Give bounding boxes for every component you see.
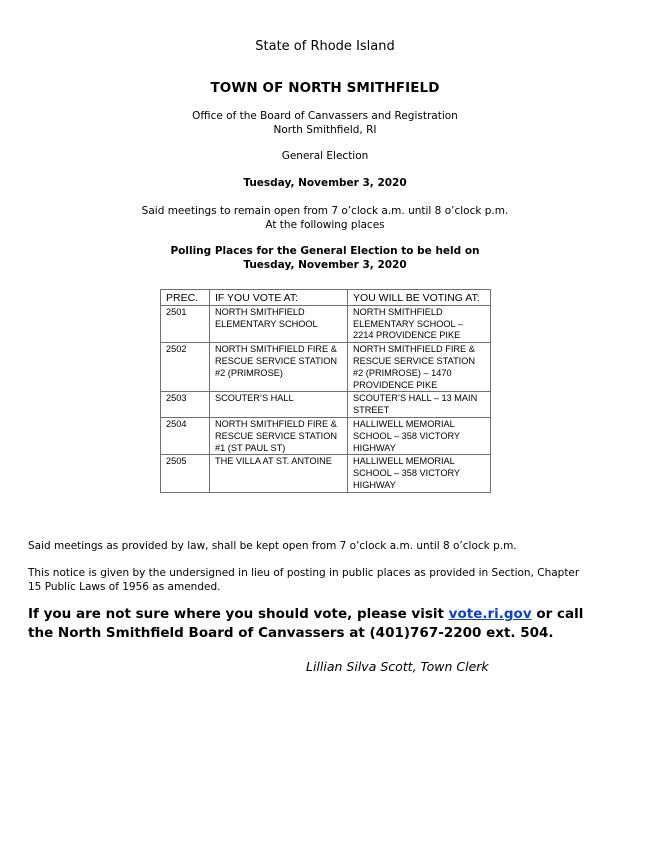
polling-heading-line1: Polling Places for the General Election to be held on bbox=[170, 245, 480, 257]
state-heading: State of Rhode Island bbox=[255, 39, 395, 54]
new-polling-place: NORTH SMITHFIELD FIRE & RESCUE SERVICE STATION #2 (PRIMROSE) – 1470 PROVIDENCE PIKE bbox=[348, 343, 491, 392]
old-polling-place: NORTH SMITHFIELD FIRE & RESCUE SERVICE STATION #1 (ST PAUL ST) bbox=[210, 417, 348, 454]
legal-notice: This notice is given by the undersigned in lieu of posting in public places as provided in Section, Chapter 15 Public Laws of 1956 as amended. bbox=[28, 567, 580, 593]
vote-ri-gov-link[interactable]: vote.ri.gov bbox=[448, 606, 532, 622]
polling-places-table bbox=[160, 289, 491, 493]
election-date: Tuesday, November 3, 2020 bbox=[243, 177, 407, 189]
hours-statement: Said meetings as provided by law, shall be kept open from 7 o’clock a.m. until 8 o’clock p.m. bbox=[28, 540, 517, 552]
new-polling-place: HALLIWELL MEMORIAL SCHOOL – 358 VICTORY HIGHWAY bbox=[348, 417, 491, 454]
new-polling-place: HALLIWELL MEMORIAL SCHOOL – 358 VICTORY HIGHWAY bbox=[348, 455, 491, 492]
hours-block bbox=[0, 204, 650, 232]
new-polling-place: SCOUTER’S HALL – 13 MAIN STREET bbox=[348, 392, 491, 418]
precinct-number: 2501 bbox=[161, 305, 210, 342]
hours-line: Said meetings to remain open from 7 o’clock a.m. until 8 o’clock p.m. bbox=[141, 205, 509, 217]
clerk-signature: Lillian Silva Scott, Town Clerk bbox=[306, 659, 489, 674]
header-prec: PREC. bbox=[161, 290, 210, 306]
old-polling-place: NORTH SMITHFIELD FIRE & RESCUE SERVICE STATION #2 (PRIMROSE) bbox=[210, 343, 348, 392]
where-to-vote-callout bbox=[28, 605, 588, 643]
places-intro: At the following places bbox=[265, 219, 385, 231]
office-location: North Smithfield, RI bbox=[273, 124, 377, 136]
election-type: General Election bbox=[281, 150, 369, 162]
callout-text-after: or call the North Smithfield Board of Canvassers at (401)767-2200 ext. 504. bbox=[28, 606, 584, 641]
table-row bbox=[161, 343, 491, 392]
polling-heading-line2: Tuesday, November 3, 2020 bbox=[243, 259, 407, 271]
callout-text-before: If you are not sure where you should vote, please visit bbox=[28, 606, 449, 622]
office-name: Office of the Board of Canvassers and Registration bbox=[192, 110, 458, 122]
polling-heading bbox=[0, 244, 650, 272]
precinct-number: 2504 bbox=[161, 417, 210, 454]
table-row bbox=[161, 417, 491, 454]
old-polling-place: THE VILLA AT ST. ANTOINE bbox=[210, 455, 348, 492]
precinct-number: 2502 bbox=[161, 343, 210, 392]
precinct-number: 2503 bbox=[161, 392, 210, 418]
table-row bbox=[161, 455, 491, 492]
table-row bbox=[161, 392, 491, 418]
old-polling-place: NORTH SMITHFIELD ELEMENTARY SCHOOL bbox=[210, 305, 348, 342]
old-polling-place: SCOUTER’S HALL bbox=[210, 392, 348, 418]
precinct-number: 2505 bbox=[161, 455, 210, 492]
town-title: TOWN OF NORTH SMITHFIELD bbox=[210, 80, 440, 96]
new-polling-place: NORTH SMITHFIELD ELEMENTARY SCHOOL – 2214 PROVIDENCE PIKE bbox=[348, 305, 491, 342]
header-vote-at: IF YOU VOTE AT: bbox=[210, 290, 348, 306]
table-header-row bbox=[161, 290, 491, 306]
office-block bbox=[0, 109, 650, 137]
table-row bbox=[161, 305, 491, 342]
header-voting-at: YOU WILL BE VOTING AT: bbox=[348, 290, 491, 306]
